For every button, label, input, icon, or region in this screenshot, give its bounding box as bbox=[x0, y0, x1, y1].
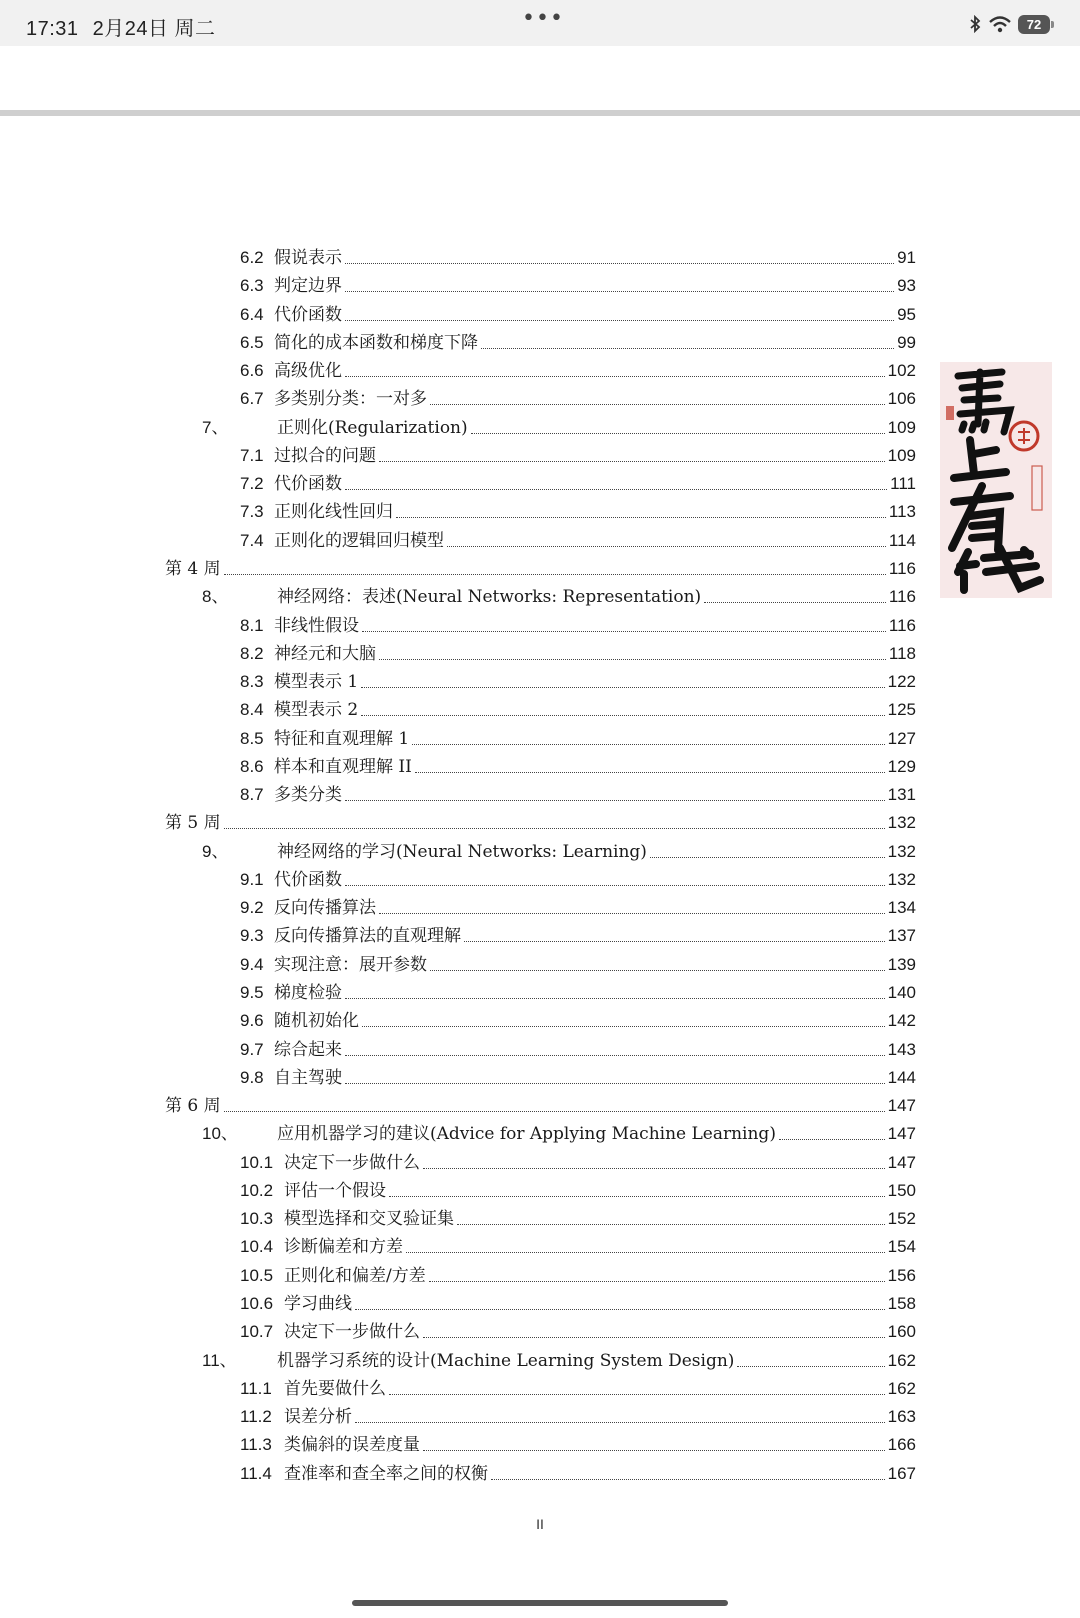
toc-entry-number: 6.6 bbox=[240, 361, 264, 381]
toc-entry[interactable] bbox=[240, 269, 916, 297]
toc-entry-number: 11、 bbox=[202, 1350, 237, 1370]
toc-entry[interactable] bbox=[240, 1061, 916, 1089]
toc-entry-page: 154 bbox=[887, 1237, 916, 1257]
toc-entry-title: 第 5 周 bbox=[165, 813, 221, 834]
toc-entry-page: 162 bbox=[887, 1350, 916, 1370]
toc-entry-number: 10.5 bbox=[240, 1265, 274, 1285]
toc-entry-page: 116 bbox=[888, 558, 916, 578]
toc-entry-title: 诊断偏差和方差 bbox=[284, 1237, 403, 1258]
toc-dot-leader bbox=[345, 263, 894, 264]
toc-entry-page: 152 bbox=[887, 1209, 916, 1229]
toc-entry-number: 7.3 bbox=[240, 502, 264, 522]
toc-entry-number: 9、 bbox=[202, 841, 229, 861]
home-indicator[interactable] bbox=[352, 1600, 728, 1606]
toc-entry[interactable] bbox=[240, 778, 916, 806]
toc-entry-page: 95 bbox=[897, 304, 916, 324]
toc-entry[interactable] bbox=[240, 891, 916, 919]
toc-entry-title: 决定下一步做什么 bbox=[284, 1322, 420, 1343]
toc-entry-number: 6.7 bbox=[240, 389, 264, 409]
toc-dot-leader bbox=[224, 1111, 885, 1112]
toc-entry[interactable] bbox=[240, 382, 916, 410]
toc-entry-number: 6.5 bbox=[240, 332, 264, 352]
toc-entry[interactable] bbox=[240, 1457, 916, 1485]
toc-entry-title: 代价函数 bbox=[274, 869, 342, 890]
toc-entry[interactable] bbox=[240, 524, 916, 552]
toc-entry-page: 158 bbox=[887, 1293, 916, 1313]
toc-dot-leader bbox=[396, 517, 886, 518]
toc-dot-leader bbox=[355, 1422, 885, 1423]
toc-entry-title: 样本和直观理解 II bbox=[274, 756, 412, 777]
toc-entry-title: 自主驾驶 bbox=[274, 1067, 342, 1088]
battery-icon: 72 bbox=[1018, 15, 1050, 34]
toc-entry-page: 125 bbox=[887, 700, 916, 720]
toc-dot-leader bbox=[737, 1366, 884, 1367]
toc-entry-number: 7.4 bbox=[240, 530, 264, 550]
toc-entry-title: 误差分析 bbox=[284, 1407, 352, 1428]
toc-entry-number: 9.3 bbox=[240, 926, 264, 946]
toc-entry-title: 神经元和大脑 bbox=[274, 643, 376, 664]
toc-entry[interactable] bbox=[240, 495, 916, 523]
toc-entry-page: 91 bbox=[897, 248, 916, 267]
toc-entry-page: 132 bbox=[887, 869, 916, 889]
toc-entry[interactable] bbox=[202, 580, 916, 608]
toc-entry-page: 106 bbox=[887, 389, 916, 409]
toc-entry-number: 11.3 bbox=[240, 1435, 272, 1455]
toc-entry-title: 查准率和查全率之间的权衡 bbox=[284, 1463, 488, 1484]
toc-entry-number: 9.8 bbox=[240, 1067, 264, 1087]
toc-dot-leader bbox=[423, 1337, 885, 1338]
toc-entry-title: 学习曲线 bbox=[284, 1293, 352, 1314]
bluetooth-icon bbox=[968, 15, 982, 33]
toc-entry-title: 高级优化 bbox=[274, 361, 342, 382]
toc-dot-leader bbox=[379, 659, 886, 660]
toc-entry-number: 11.4 bbox=[240, 1463, 272, 1483]
toc-dot-leader bbox=[457, 1224, 885, 1225]
toc-entry-title: 模型表示 1 bbox=[274, 672, 359, 693]
toc-entry[interactable] bbox=[240, 1202, 916, 1230]
toc-entry-number: 8.5 bbox=[240, 728, 264, 748]
viewer-toolbar bbox=[0, 46, 1080, 110]
calligraphy-seal-icon bbox=[940, 362, 1052, 598]
toc-entry[interactable] bbox=[240, 609, 916, 637]
toc-entry-title: 实现注意：展开参数 bbox=[274, 954, 427, 975]
toc-entry[interactable] bbox=[240, 1287, 916, 1315]
toc-entry-page: 167 bbox=[887, 1463, 916, 1483]
toc-entry-page: 127 bbox=[887, 728, 916, 748]
toc-entry-number: 10.2 bbox=[240, 1180, 274, 1200]
toc-entry-number: 10.1 bbox=[240, 1152, 274, 1172]
toc-entry-number: 8.6 bbox=[240, 756, 264, 776]
toc-entry-title: 假说表示 bbox=[274, 248, 342, 268]
toc-entry-title: 判定边界 bbox=[274, 276, 342, 297]
toc-entry[interactable] bbox=[240, 326, 916, 354]
toc-entry-title: 模型表示 2 bbox=[274, 700, 359, 721]
toc-entry[interactable] bbox=[240, 439, 916, 467]
toc-entry-title: 综合起来 bbox=[274, 1039, 342, 1060]
toc-entry[interactable] bbox=[240, 1033, 916, 1061]
toc-dot-leader bbox=[430, 970, 885, 971]
toc-entry-title: 梯度检验 bbox=[274, 983, 342, 1004]
toc-entry[interactable] bbox=[240, 863, 916, 891]
toc-entry[interactable] bbox=[165, 1089, 916, 1117]
toc-dot-leader bbox=[345, 376, 885, 377]
toc-entry[interactable] bbox=[202, 1344, 916, 1372]
toc-entry-page: 99 bbox=[897, 332, 916, 352]
toc-entry-page: 160 bbox=[887, 1322, 916, 1342]
toc-entry-number: 8、 bbox=[202, 587, 229, 607]
toc-dot-leader bbox=[355, 1309, 885, 1310]
toc-entry-title: 类偏斜的误差度量 bbox=[284, 1435, 420, 1456]
toc-entry-page: 113 bbox=[888, 502, 916, 522]
status-bar bbox=[0, 0, 1080, 46]
toc-entry[interactable] bbox=[240, 693, 916, 721]
toc-entry-page: 111 bbox=[890, 474, 916, 494]
toc-dot-leader bbox=[224, 828, 885, 829]
toc-dot-leader bbox=[361, 687, 884, 688]
toc-entry-page: 143 bbox=[887, 1039, 916, 1059]
toc-entry-title: 过拟合的问题 bbox=[274, 445, 376, 466]
toc-entry-number: 6.2 bbox=[240, 248, 264, 267]
toc-entry-title: 第 6 周 bbox=[165, 1096, 221, 1117]
toc-dot-leader bbox=[406, 1252, 885, 1253]
toc-entry-number: 9.6 bbox=[240, 1011, 264, 1031]
toc-dot-leader bbox=[423, 1450, 885, 1451]
toc-entry-title: 多类别分类：一对多 bbox=[274, 389, 427, 410]
toc-entry-page: 109 bbox=[887, 445, 916, 465]
toc-entry-page: 114 bbox=[888, 530, 916, 550]
toc-entry-number: 7.1 bbox=[240, 445, 264, 465]
toc-dot-leader bbox=[379, 461, 885, 462]
toc-entry[interactable] bbox=[240, 750, 916, 778]
status-icons bbox=[968, 14, 1050, 34]
toc-entry[interactable] bbox=[202, 1117, 916, 1145]
toc-entry-number: 6.3 bbox=[240, 276, 264, 296]
toc-entry-title: 代价函数 bbox=[274, 474, 342, 495]
toc-entry-number: 7、 bbox=[202, 417, 229, 437]
toc-entry-number: 10.4 bbox=[240, 1237, 274, 1257]
toc-dot-leader bbox=[345, 291, 894, 292]
toc-dot-leader bbox=[430, 404, 885, 405]
toc-entry-number: 11.1 bbox=[240, 1378, 272, 1398]
toc-entry[interactable] bbox=[240, 637, 916, 665]
toc-entry-page: 131 bbox=[887, 785, 916, 805]
toc-entry-number: 10.6 bbox=[240, 1293, 274, 1313]
toc-dot-leader bbox=[415, 772, 885, 773]
toc-dot-leader bbox=[447, 546, 886, 547]
toc-entry-page: 118 bbox=[888, 643, 916, 663]
toc-dot-leader bbox=[389, 1196, 885, 1197]
toc-entry[interactable] bbox=[240, 665, 916, 693]
toc-entry[interactable] bbox=[240, 1174, 916, 1202]
toc-entry-number: 9.4 bbox=[240, 954, 264, 974]
toc-entry-page: 163 bbox=[887, 1407, 916, 1427]
toc-entry[interactable] bbox=[240, 1259, 916, 1287]
toc-entry-page: 166 bbox=[887, 1435, 916, 1455]
toc-entry-number: 7.2 bbox=[240, 474, 264, 494]
toc-entry-number: 10、 bbox=[202, 1124, 238, 1144]
toc-entry-page: 150 bbox=[887, 1180, 916, 1200]
toc-entry-title: 模型选择和交叉验证集 bbox=[284, 1209, 454, 1230]
toc-entry-number: 8.4 bbox=[240, 700, 264, 720]
more-menu-icon[interactable]: ••• bbox=[522, 6, 564, 31]
toc-dot-leader bbox=[429, 1281, 885, 1282]
toc-entry-page: 137 bbox=[887, 926, 916, 946]
toc-dot-leader bbox=[224, 574, 886, 575]
toc-dot-leader bbox=[379, 913, 885, 914]
toc-dot-leader bbox=[464, 941, 885, 942]
toc-entry-title: 反向传播算法的直观理解 bbox=[274, 926, 461, 947]
toc-dot-leader bbox=[361, 715, 884, 716]
toc-entry-page: 116 bbox=[888, 587, 916, 607]
toc-dot-leader bbox=[704, 602, 886, 603]
toc-dot-leader bbox=[779, 1139, 885, 1140]
toc-entry-title: 随机初始化 bbox=[274, 1011, 359, 1032]
toc-dot-leader bbox=[650, 857, 885, 858]
toc-entry[interactable] bbox=[165, 806, 916, 834]
toc-entry-page: 132 bbox=[887, 813, 916, 833]
toc-dot-leader bbox=[491, 1479, 885, 1480]
toc-entry-title: 正则化线性回归 bbox=[274, 502, 393, 523]
toc-entry-number: 9.2 bbox=[240, 898, 264, 918]
toc-entry[interactable] bbox=[240, 298, 916, 326]
toc-entry-title: 神经网络：表述(Neural Networks: Representation) bbox=[277, 587, 702, 608]
toc-entry-number: 10.3 bbox=[240, 1209, 274, 1229]
toc-entry-number: 8.7 bbox=[240, 785, 264, 805]
toc-entry-title: 特征和直观理解 1 bbox=[274, 728, 410, 749]
toc-entry-title: 第 4 周 bbox=[165, 558, 221, 579]
toc-entry-page: 144 bbox=[887, 1067, 916, 1087]
toc-entry-number: 8.1 bbox=[240, 615, 264, 635]
toc-dot-leader bbox=[345, 320, 894, 321]
toc-entry[interactable] bbox=[240, 722, 916, 750]
toc-entry[interactable] bbox=[202, 835, 916, 863]
toc-dot-leader bbox=[481, 348, 894, 349]
toc-entry[interactable] bbox=[240, 1400, 916, 1428]
toc-entry-page: 162 bbox=[887, 1378, 916, 1398]
toc-dot-leader bbox=[362, 631, 886, 632]
toc-dot-leader bbox=[412, 744, 884, 745]
toc-entry-title: 正则化(Regularization) bbox=[277, 417, 468, 438]
document-page[interactable] bbox=[0, 116, 1080, 1596]
seal-artwork bbox=[940, 362, 1052, 598]
toc-entry-title: 非线性假设 bbox=[274, 615, 359, 636]
toc-dot-leader bbox=[471, 433, 885, 434]
toc-entry-page: 139 bbox=[887, 954, 916, 974]
toc-entry-title: 反向传播算法 bbox=[274, 898, 376, 919]
toc-entry-page: 102 bbox=[887, 361, 916, 381]
toc-dot-leader bbox=[345, 1055, 885, 1056]
toc-entry-page: 147 bbox=[887, 1124, 916, 1144]
toc-entry-page: 132 bbox=[887, 841, 916, 861]
toc-entry[interactable] bbox=[240, 919, 916, 947]
toc-entry-title: 机器学习系统的设计(Machine Learning System Design) bbox=[277, 1350, 735, 1371]
toc-entry-page: 140 bbox=[887, 983, 916, 1003]
toc-entry-number: 9.1 bbox=[240, 869, 264, 889]
toc-entry-page: 142 bbox=[887, 1011, 916, 1031]
toc-entry[interactable] bbox=[240, 976, 916, 1004]
toc-dot-leader bbox=[345, 489, 887, 490]
toc-entry-title: 评估一个假设 bbox=[284, 1180, 386, 1201]
toc-entry-page: 147 bbox=[887, 1152, 916, 1172]
toc-entry-title: 正则化的逻辑回归模型 bbox=[274, 530, 444, 551]
toc-entry-page: 156 bbox=[887, 1265, 916, 1285]
toc-entry-page: 116 bbox=[888, 615, 916, 635]
wifi-icon bbox=[988, 15, 1012, 33]
page-number: II bbox=[536, 1516, 544, 1532]
toc-dot-leader bbox=[345, 998, 885, 999]
toc-dot-leader bbox=[423, 1168, 885, 1169]
toc-entry-title: 神经网络的学习(Neural Networks: Learning) bbox=[277, 841, 647, 862]
toc-entry[interactable] bbox=[240, 1428, 916, 1456]
toc-entry[interactable] bbox=[240, 1372, 916, 1400]
toc-entry[interactable] bbox=[240, 948, 916, 976]
toc-dot-leader bbox=[389, 1394, 885, 1395]
toc-entry-title: 简化的成本函数和梯度下降 bbox=[274, 332, 478, 353]
toc-entry[interactable] bbox=[240, 354, 916, 382]
toc-entry-page: 129 bbox=[887, 756, 916, 776]
toc-entry[interactable] bbox=[240, 1004, 916, 1032]
toc-dot-leader bbox=[345, 800, 885, 801]
toc-entry-title: 代价函数 bbox=[274, 304, 342, 325]
toc-entry-number: 10.7 bbox=[240, 1322, 274, 1342]
toc-entry[interactable] bbox=[165, 552, 916, 580]
toc-entry-number: 11.2 bbox=[240, 1407, 272, 1427]
toc-entry-number: 6.4 bbox=[240, 304, 264, 324]
toc-entry-title: 应用机器学习的建议(Advice for Applying Machine Learning) bbox=[277, 1124, 776, 1145]
toc-entry-title: 决定下一步做什么 bbox=[284, 1152, 420, 1173]
toc-entry[interactable] bbox=[240, 1146, 916, 1174]
toc-entry-page: 147 bbox=[887, 1096, 916, 1116]
toc-entry-title: 首先要做什么 bbox=[284, 1378, 386, 1399]
toc-entry-number: 9.5 bbox=[240, 983, 264, 1003]
toc-entry-number: 9.7 bbox=[240, 1039, 264, 1059]
toc-entry-page: 109 bbox=[887, 417, 916, 437]
toc-entry[interactable] bbox=[240, 241, 916, 269]
toc-entry-number: 8.3 bbox=[240, 672, 264, 692]
toc-dot-leader bbox=[362, 1026, 885, 1027]
toc-entry-page: 122 bbox=[887, 672, 916, 692]
status-time: 17:31 2月24日 周二 bbox=[26, 18, 216, 40]
toc-entry-number: 8.2 bbox=[240, 643, 264, 663]
toc-entry[interactable] bbox=[202, 411, 916, 439]
toc-entry-page: 134 bbox=[887, 898, 916, 918]
toc-entry[interactable] bbox=[240, 467, 916, 495]
toc-entry[interactable] bbox=[240, 1315, 916, 1343]
toc-entry-title: 正则化和偏差/方差 bbox=[284, 1265, 426, 1286]
toc-entry[interactable] bbox=[240, 1230, 916, 1258]
toc-entry-title: 多类分类 bbox=[274, 785, 342, 806]
toc-dot-leader bbox=[345, 1083, 885, 1084]
toc-entry-page: 93 bbox=[897, 276, 916, 296]
toc-dot-leader bbox=[345, 885, 885, 886]
